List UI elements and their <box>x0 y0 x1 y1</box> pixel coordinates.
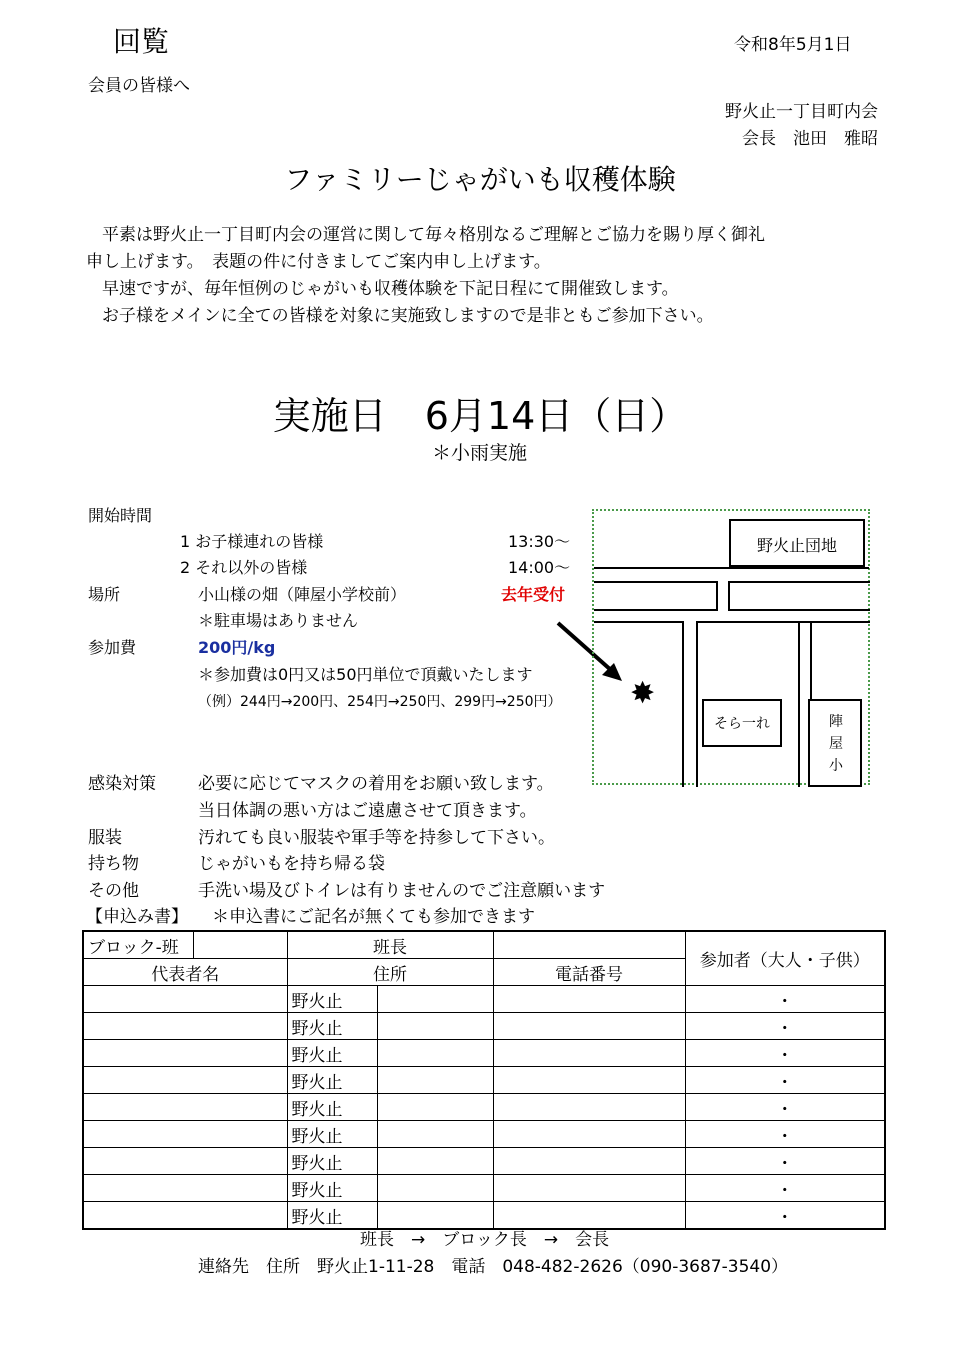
map-road <box>798 621 800 787</box>
address-input-cell[interactable] <box>377 1148 493 1175</box>
table-row <box>83 1148 885 1175</box>
map-sorare-box <box>702 699 782 747</box>
clothing-value: 汚れても良い服装や軍手等を持参して下さい。 <box>198 828 555 848</box>
parking-note: ＊駐車場はありません <box>198 611 359 630</box>
map-road <box>594 581 716 583</box>
group-1-label: 1 お子様連れの皆様 <box>180 532 324 551</box>
circular-label: 回覧 <box>113 25 170 58</box>
president-name: 会長 池田 雅昭 <box>742 129 878 149</box>
address-prefix-cell: 野火止 <box>287 1013 377 1040</box>
location-map <box>592 509 870 785</box>
phone-cell[interactable] <box>493 1202 685 1230</box>
phone-cell[interactable] <box>493 1121 685 1148</box>
table-row <box>83 1175 885 1202</box>
map-road <box>594 609 716 611</box>
participants-cell[interactable]: ・ <box>685 1013 885 1040</box>
address-prefix-cell: 野火止 <box>287 1040 377 1067</box>
participants-cell[interactable]: ・ <box>685 1202 885 1230</box>
phone-cell[interactable] <box>493 1175 685 1202</box>
phone-cell[interactable] <box>493 1040 685 1067</box>
page-title: ファミリーじゃがいも収穫体験 <box>284 163 676 196</box>
map-road <box>730 609 870 611</box>
address-prefix-cell: 野火止 <box>287 1148 377 1175</box>
phone-cell[interactable] <box>493 1013 685 1040</box>
fee-note: ＊参加費は0円又は50円単位で頂戴いたします <box>198 665 533 684</box>
address-input-cell[interactable] <box>377 1175 493 1202</box>
participants-cell[interactable]: ・ <box>685 1067 885 1094</box>
rep-name-cell[interactable] <box>83 1094 287 1121</box>
rep-name-cell[interactable] <box>83 1067 287 1094</box>
hancho-label-cell: 班長 <box>287 931 493 959</box>
place-value: 小山様の畑（陣屋小学校前） <box>198 585 407 604</box>
map-danchi-box <box>729 519 865 567</box>
rep-name-cell[interactable] <box>83 1121 287 1148</box>
approval-route: 班長 → ブロック長 → 会長 <box>360 1230 610 1250</box>
fee-value: 200円/kg <box>198 638 276 657</box>
address-header: 住所 <box>287 959 493 986</box>
addressee: 会員の皆様へ <box>88 76 190 96</box>
bring-value: じゃがいもを持ち帰る袋 <box>198 854 385 874</box>
location-star-icon: ✸ <box>630 676 656 711</box>
infection-label: 感染対策 <box>88 774 156 794</box>
table-row <box>83 1121 885 1148</box>
address-input-cell[interactable] <box>377 1067 493 1094</box>
table-row <box>83 1067 885 1094</box>
infection-line-2: 当日体調の悪い方はご遠慮させて頂きます。 <box>198 801 537 821</box>
place-label: 場所 <box>88 585 121 604</box>
rep-name-header: 代表者名 <box>83 959 287 986</box>
intro-line-2: 申し上げます。 表題の件に付きましてご案内申し上げます。 <box>86 252 551 272</box>
map-road <box>594 621 682 623</box>
fee-label: 参加費 <box>88 638 137 657</box>
issue-date: 令和8年5月1日 <box>734 35 852 55</box>
rep-name-cell[interactable] <box>83 1013 287 1040</box>
block-label-cell: ブロック-班 <box>83 931 193 959</box>
participants-header: 参加者（大人・子供） <box>685 931 885 986</box>
intro-line-4: お子様をメインに全ての皆様を対象に実施致しますので是非ともご参加下さい。 <box>102 306 714 326</box>
phone-cell[interactable] <box>493 1094 685 1121</box>
address-prefix-cell: 野火止 <box>287 1202 377 1230</box>
map-road <box>682 621 684 787</box>
other-label: その他 <box>88 881 139 901</box>
address-prefix-cell: 野火止 <box>287 1094 377 1121</box>
rep-name-cell[interactable] <box>83 986 287 1013</box>
map-road <box>728 581 730 611</box>
address-input-cell[interactable] <box>377 986 493 1013</box>
rep-name-cell[interactable] <box>83 1148 287 1175</box>
group-2-label: 2 それ以外の皆様 <box>180 558 308 577</box>
contact-info: 連絡先 住所 野火止1-11-28 電話 048-482-2626（090-3687-3540） <box>198 1257 789 1277</box>
clothing-label: 服装 <box>88 828 122 848</box>
address-prefix-cell: 野火止 <box>287 1121 377 1148</box>
map-road <box>696 621 870 623</box>
bring-label: 持ち物 <box>88 854 139 874</box>
table-row <box>83 1013 885 1040</box>
form-heading: 【申込み書】 <box>86 907 188 927</box>
event-date: 実施日 6月14日（日） <box>272 394 688 438</box>
address-input-cell[interactable] <box>377 1094 493 1121</box>
reception-note: 去年受付 <box>501 585 566 604</box>
group-2-time: 14:00～ <box>508 558 571 577</box>
participants-cell[interactable]: ・ <box>685 1094 885 1121</box>
address-prefix-cell: 野火止 <box>287 1067 377 1094</box>
address-input-cell[interactable] <box>377 1202 493 1230</box>
phone-cell[interactable] <box>493 986 685 1013</box>
fee-example: （例）244円→200円、254円→250円、299円→250円） <box>198 694 562 710</box>
rep-name-cell[interactable] <box>83 1175 287 1202</box>
block-input-cell[interactable] <box>193 931 287 959</box>
map-sorare-label: そら一れ <box>714 716 770 732</box>
participants-cell[interactable]: ・ <box>685 986 885 1013</box>
participants-cell[interactable]: ・ <box>685 1040 885 1067</box>
hancho-input-cell[interactable] <box>493 931 685 959</box>
address-prefix-cell: 野火止 <box>287 1175 377 1202</box>
group-1-time: 13:30～ <box>508 532 571 551</box>
intro-line-3: 早速ですが、毎年恒例のじゃがいも収穫体験を下記日程にて開催致します。 <box>102 279 679 299</box>
table-row <box>83 1202 885 1230</box>
application-table <box>82 930 886 1230</box>
map-road <box>716 581 718 611</box>
participants-cell[interactable]: ・ <box>685 1148 885 1175</box>
map-road <box>730 581 870 583</box>
table-row <box>83 1040 885 1067</box>
map-school-label: 陣屋小 <box>829 714 843 774</box>
table-row <box>83 1094 885 1121</box>
phone-header: 電話番号 <box>493 959 685 986</box>
rep-name-cell[interactable] <box>83 1040 287 1067</box>
map-road <box>594 567 869 569</box>
start-time-label: 開始時間 <box>88 506 153 525</box>
other-value: 手洗い場及びトイレは有りませんのでご注意願います <box>198 881 606 901</box>
participants-cell[interactable]: ・ <box>685 1121 885 1148</box>
map-school-box <box>808 699 862 787</box>
address-input-cell[interactable] <box>377 1121 493 1148</box>
phone-cell[interactable] <box>493 1067 685 1094</box>
participants-cell[interactable]: ・ <box>685 1175 885 1202</box>
address-input-cell[interactable] <box>377 1040 493 1067</box>
rep-name-cell[interactable] <box>83 1202 287 1230</box>
table-row <box>83 986 885 1013</box>
organization-name: 野火止一丁目町内会 <box>725 102 878 122</box>
address-input-cell[interactable] <box>377 1013 493 1040</box>
form-note: ＊申込書にご記名が無くても参加できます <box>212 907 535 927</box>
address-prefix-cell: 野火止 <box>287 986 377 1013</box>
map-danchi-label: 野火止団地 <box>756 536 837 555</box>
phone-cell[interactable] <box>493 1148 685 1175</box>
rain-note: ＊小雨実施 <box>432 442 528 464</box>
map-road <box>696 621 698 787</box>
intro-line-1: 平素は野火止一丁目町内会の運営に関して毎々格別なるご理解とご協力を賜り厚く御礼 <box>102 225 765 245</box>
infection-line-1: 必要に応じてマスクの着用をお願い致します。 <box>198 774 554 794</box>
